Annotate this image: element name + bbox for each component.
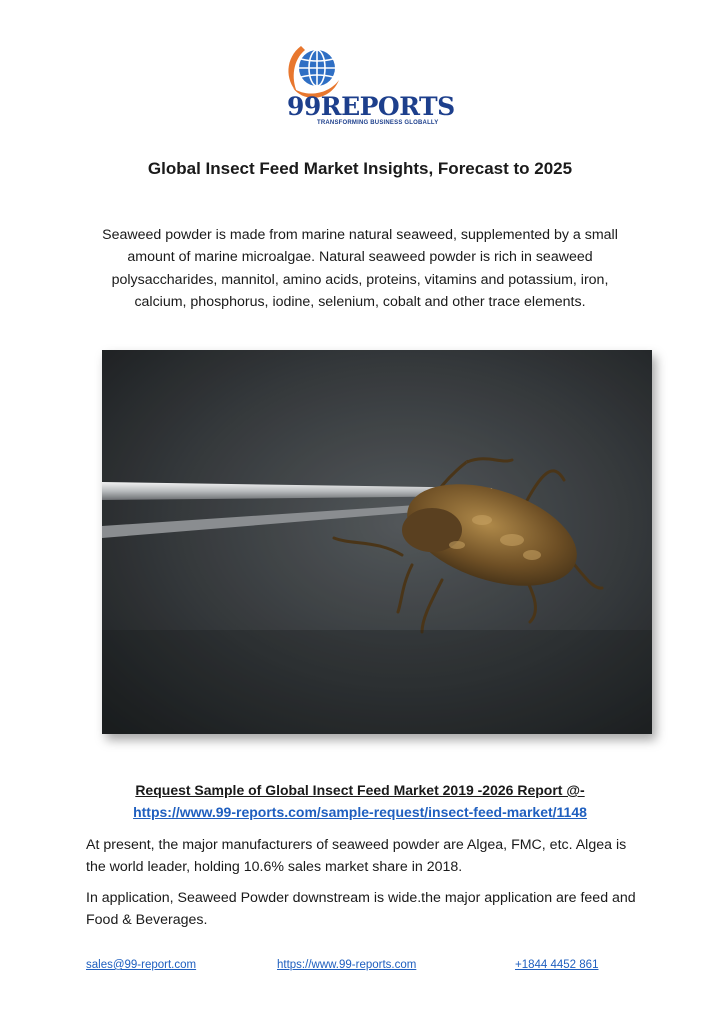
intro-paragraph: Seaweed powder is made from marine natural seaweed, supplemented by a small amount of marine microalgae. Natural seaweed powder is rich in seaweed polysaccharides, mannitol, amino acids, proteins, vitamins and potassium, iron, calcium, phosphorus, iodine, selenium, cobalt and other trace elements. <box>102 227 618 311</box>
insect-with-tweezers-image <box>102 350 652 734</box>
manufacturers-paragraph: At present, the major manufacturers of seaweed powder are Algea, FMC, etc. Algea is the world leader, holding 10.6% sales market share in 2018. <box>86 837 627 875</box>
footer-contacts <box>0 959 720 979</box>
sample-request-link[interactable]: https://www.99-reports.com/sample-request/insect-feed-market/1148 <box>133 804 587 820</box>
footer-website-link[interactable]: https://www.99-reports.com <box>277 959 417 971</box>
insect-photo <box>102 350 652 734</box>
footer-phone-link[interactable]: +1844 4452 861 <box>515 959 599 971</box>
logo-wordmark: 99REPORTS <box>287 92 455 121</box>
application-paragraph: In application, Seaweed Powder downstream is wide.the major application are feed and Food & Beverages. <box>86 890 636 928</box>
logo-tagline: TRANSFORMING BUSINESS GLOBALLY <box>317 120 439 126</box>
document-title: Global Insect Feed Market Insights, Forecast to 2025 <box>147 159 573 178</box>
sample-request-text: Request Sample of Global Insect Feed Market 2019 -2026 Report @- <box>135 782 585 798</box>
sample-request-block <box>0 779 720 823</box>
footer-email-link[interactable]: sales@99-report.com <box>86 959 197 971</box>
company-logo <box>283 42 455 130</box>
